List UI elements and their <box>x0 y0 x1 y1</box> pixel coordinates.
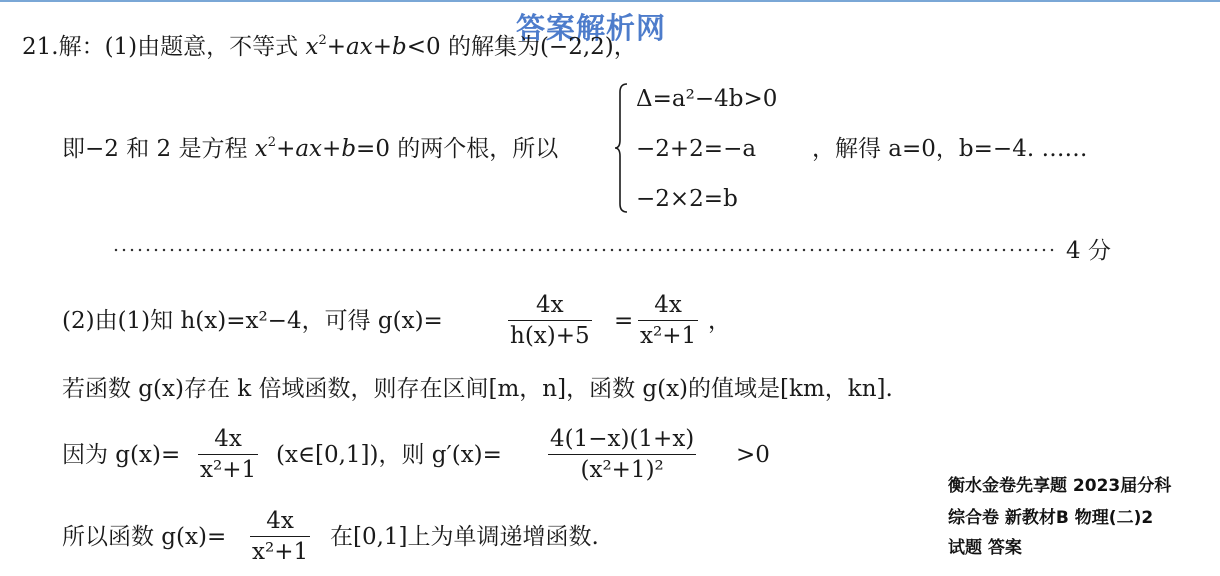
equals-sign: = <box>614 308 634 334</box>
fraction-5-numerator: 4x <box>266 508 294 534</box>
part2-line-3-suffix: >0 <box>736 442 770 468</box>
h-definition: h(x)=x²−4，可得 <box>180 308 371 334</box>
fraction-1-numerator: 4x <box>536 292 564 318</box>
watermark: 答案解析网 <box>516 11 667 45</box>
fraction-3-numerator: 4x <box>214 426 242 452</box>
part2-line-3-middle: (x∈[0,1])，则 g′(x)= <box>276 442 502 468</box>
line-2-left: 即−2 和 2 是方程 $x^2+ax+b=0$ 的两个根，所以 <box>62 135 559 162</box>
system-eq-1: Δ=a²−4b>0 <box>636 86 778 112</box>
line-2-prefix: 即−2 和 2 是方程 <box>62 136 248 162</box>
score-points: 4 分 <box>1066 238 1111 264</box>
problem-number: 21. <box>22 34 59 60</box>
line-1-prefix: 解：(1)由题意，不等式 <box>58 34 299 60</box>
system-brace <box>614 82 628 214</box>
fraction-4-numerator: 4(1−x)(1+x) <box>550 426 695 452</box>
fraction-2 <box>638 292 698 349</box>
fraction-4 <box>548 426 696 483</box>
fraction-2-numerator: 4x <box>654 292 682 318</box>
part2-line-1 <box>62 306 443 336</box>
fraction-3-denominator: x²+1 <box>198 454 258 483</box>
line-2-middle: 的两个根，所以 <box>397 136 559 162</box>
footer-note-line-3: 试题 答案 <box>948 538 1022 558</box>
system-eq-3: −2×2=b <box>636 186 738 212</box>
part2-prefix: (2)由(1)知 <box>62 308 174 334</box>
fraction-5-denominator: x²+1 <box>250 536 310 565</box>
top-border <box>0 0 1220 2</box>
part2-line-4-suffix: 在[0,1]上为单调递增函数. <box>330 524 599 550</box>
footer-note-line-1: 衡水金卷先享题 2023届分科 <box>948 476 1172 496</box>
line-2-result: ，解得 a=0，b=−4. <box>812 136 1035 162</box>
part2-line-4-prefix: 所以函数 g(x)= <box>62 524 227 550</box>
system-eq-2: −2+2=−a <box>636 136 757 162</box>
line-1: 21.解：(1)由题意，不等式 $x^2+ax+b<0$ 的解集为(−2,2)， <box>22 33 637 60</box>
fraction-1-denominator: h(x)+5 <box>508 320 592 349</box>
line-2-right <box>812 134 1087 164</box>
fraction-1 <box>508 292 592 349</box>
leader-dots <box>112 248 1056 252</box>
fraction-5 <box>250 508 310 565</box>
fraction-4-denominator: (x²+1)² <box>548 454 696 483</box>
line-1-suffix: 的解集为(−2,2)， <box>447 34 637 60</box>
part2-line-2: 若函数 g(x)存在 k 倍域函数，则存在区间[m，n]，函数 g(x)的值域是[km，kn]. <box>62 376 893 402</box>
part2-line-3-prefix: 因为 g(x)= <box>62 442 181 468</box>
line-2-tail-dots: …… <box>1041 136 1088 162</box>
fraction-2-denominator: x²+1 <box>638 320 698 349</box>
footer-note-line-2: 综合卷 新教材B 物理(二)2 <box>948 508 1154 528</box>
g-lhs: g(x)= <box>377 308 443 334</box>
line-comma: ， <box>708 308 731 334</box>
fraction-3 <box>198 426 258 483</box>
